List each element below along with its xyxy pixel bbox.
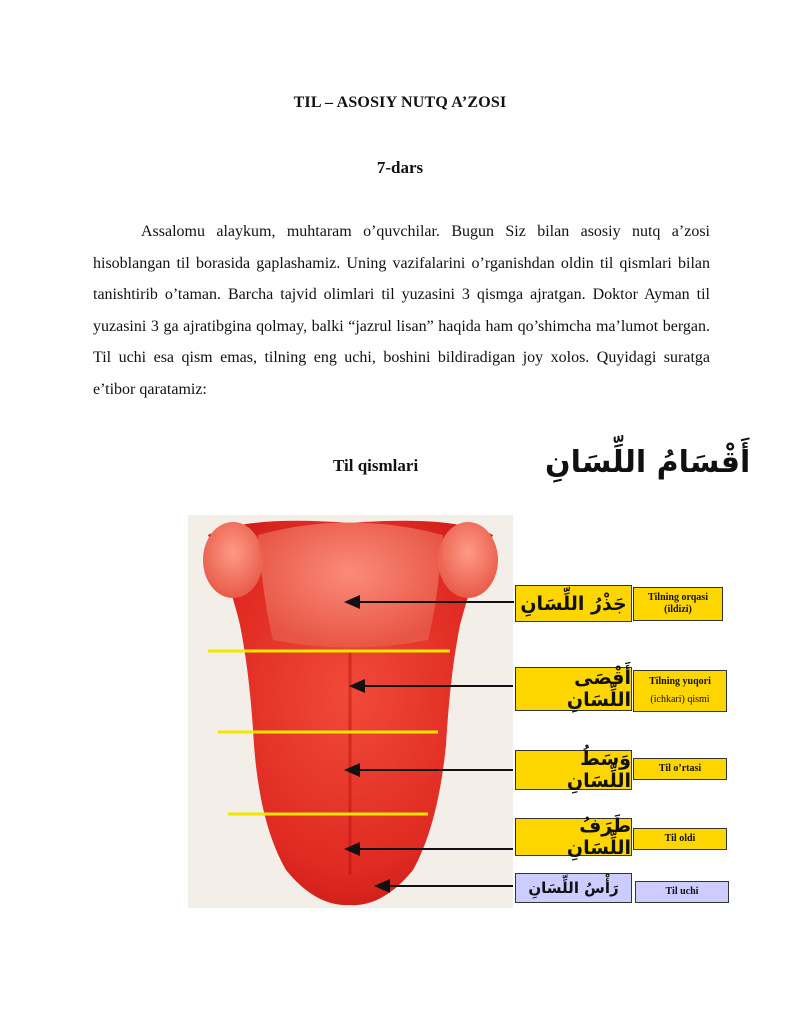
document-title: TIL – ASOSIY NUTQ A’ZOSI	[293, 94, 507, 111]
label-uz-root	[633, 587, 723, 621]
label-arabic-front: طَرَفُ اللِّسَانِ	[515, 818, 632, 856]
figure-title-uzbek: Til qismlari	[333, 456, 419, 475]
tongue-figure	[188, 515, 728, 910]
label-arabic-middle: وَسَطُ اللِّسَانِ	[515, 750, 632, 790]
arrow-tip	[388, 885, 513, 887]
tonsil-left	[203, 522, 263, 598]
label-uz-tip-line1: Til uchi	[665, 886, 699, 897]
label-uz-root-line2: (ildizi)	[664, 604, 692, 615]
arrow-front	[358, 848, 513, 850]
tongue-root-area	[258, 523, 443, 648]
label-arabic-back: أَقْصَى اللِّسَانِ	[515, 667, 632, 711]
label-uz-front	[633, 828, 727, 850]
label-uz-front-line1: Til oldi	[664, 833, 696, 844]
tonsil-right	[438, 522, 498, 598]
arrow-middle	[358, 769, 513, 771]
label-uz-back-line2: (ichkari) qismi	[650, 694, 710, 705]
label-arabic-root: جَذْرُ اللِّسَانِ	[515, 585, 632, 622]
label-uz-tip	[635, 881, 729, 903]
label-uz-back-line1: Tilning yuqori	[649, 676, 711, 687]
intro-paragraph: Assalomu alaykum, muhtaram o’quvchilar. Bugun Siz bilan asosiy nutq a’zosi hisoblangan til borasida gaplashamiz. Uning vazifalarini o’rganishdan oldin til qismlari bilan tanishtirib o’taman. Barcha tajvid olimlari til yuzasini 3 qismga ajratgan. Doktor Ayman til yuzasini 3 ga ajratibgina qolmay, balki “jazrul lisan” haqida ham qo’shimcha ma’lumot bergan. Til uchi esa qism emas, tilning eng uchi, boshini bildiradigan joy xolos. Quyidagi suratga e’tibor qaratamiz:	[93, 223, 710, 398]
label-arabic-tip: رَأْسُ اللِّسَانِ	[515, 873, 632, 903]
label-uz-back	[633, 670, 727, 712]
lesson-number: 7-dars	[376, 158, 424, 177]
arrow-back	[363, 685, 513, 687]
label-uz-root-line1: Tilning orqasi	[648, 592, 708, 603]
label-uz-middle-line1: Til o’rtasi	[658, 763, 702, 774]
figure-title-arabic: أَقْسَامُ اللِّسَانِ	[545, 445, 751, 480]
arrow-root	[358, 601, 514, 603]
label-uz-middle	[633, 758, 727, 780]
